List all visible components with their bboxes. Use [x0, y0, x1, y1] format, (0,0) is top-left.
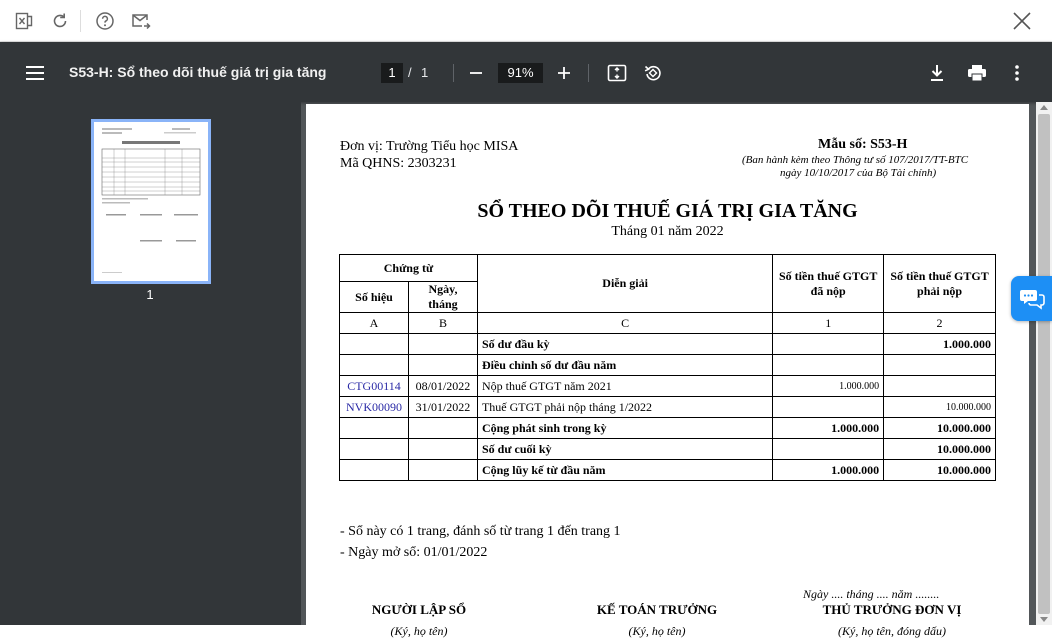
refresh-icon[interactable] [48, 9, 72, 33]
voucher-date-cell [408, 418, 477, 439]
table-row [340, 418, 996, 439]
voucher-date-cell: 08/01/2022 [408, 376, 477, 397]
col-code: 1 [773, 313, 884, 334]
scrollbar-thumb[interactable] [1038, 114, 1050, 614]
description-cell: Số dư đầu kỳ [477, 334, 772, 355]
voucher-link[interactable]: NVK00090 [340, 397, 409, 418]
unit-label: Đơn vị: Trường Tiểu học MISA [340, 139, 519, 154]
document-title-heading: SỔ THEO DÕI THUẾ GIÁ TRỊ GIA TĂNG [477, 200, 858, 222]
vat-payable-cell: 10.000.000 [884, 439, 996, 460]
page-separator: / [408, 65, 412, 80]
mail-send-icon[interactable] [129, 9, 153, 33]
note-pages: - Sổ này có 1 trang, đánh số từ trang 1 đến trang 1 [340, 524, 621, 539]
toolbar-divider [588, 64, 589, 82]
pdf-toolbar [0, 42, 1052, 102]
header-vat-payable: Số tiền thuế GTGT phải nộp [884, 255, 996, 313]
print-icon[interactable] [965, 61, 989, 85]
note-open-date: - Ngày mở sổ: 01/01/2022 [340, 545, 488, 560]
vat-paid-cell [773, 397, 884, 418]
zoom-level-input[interactable]: 91% [498, 63, 543, 83]
description-cell: Nộp thuế GTGT năm 2021 [477, 376, 772, 397]
scroll-down-icon[interactable] [1040, 617, 1048, 622]
voucher-no-cell [340, 355, 409, 376]
vat-paid-cell: 1.000.000 [773, 418, 884, 439]
header-voucher: Chứng từ [340, 255, 478, 282]
voucher-date-cell [408, 460, 477, 481]
qhns-label: Mã QHNS: 2303231 [340, 156, 457, 171]
chat-icon [1019, 287, 1045, 311]
vat-ledger-table [339, 254, 996, 481]
signer-head-title: THỦ TRƯỞNG ĐƠN VỊ [822, 602, 962, 617]
page-thumbnail[interactable] [91, 119, 211, 284]
document-title: S53-H: Sổ theo dõi thuế giá trị gia tăng [69, 64, 327, 80]
thumbnail-sidebar [0, 102, 301, 625]
signer-accountant-title: KẾ TOÁN TRƯỞNG [596, 602, 718, 617]
voucher-date-cell [408, 439, 477, 460]
header-vat-paid: Số tiền thuế GTGT đã nộp [773, 255, 884, 313]
header-voucher-date: Ngày, tháng [408, 282, 477, 313]
download-icon[interactable] [925, 61, 949, 85]
pdf-viewer [0, 42, 1052, 638]
vat-payable-cell: 10.000.000 [884, 397, 996, 418]
zoom-out-icon[interactable] [464, 61, 488, 85]
help-icon[interactable] [93, 9, 117, 33]
thumbnail-page-number: 1 [146, 287, 154, 302]
description-cell: Điều chỉnh số dư đầu năm [477, 355, 772, 376]
vat-payable-cell: 10.000.000 [884, 460, 996, 481]
voucher-no-cell [340, 439, 409, 460]
voucher-no-cell [340, 418, 409, 439]
col-code: A [340, 313, 409, 334]
voucher-date-cell: 31/01/2022 [408, 397, 477, 418]
vat-payable-cell: 1.000.000 [884, 334, 996, 355]
voucher-link[interactable]: CTG00114 [340, 376, 409, 397]
col-code: B [408, 313, 477, 334]
table-row [340, 355, 996, 376]
voucher-no-cell [340, 460, 409, 481]
signer-head-sub: (Ký, họ tên, đóng dấu) [838, 624, 946, 638]
vat-paid-cell [773, 334, 884, 355]
voucher-date-cell [408, 355, 477, 376]
signature-date-line: Ngày .... tháng .... năm ........ [803, 587, 940, 601]
toolbar-divider [453, 64, 454, 82]
rotate-icon[interactable] [641, 61, 665, 85]
signer-preparer-sub: (Ký, họ tên) [390, 624, 448, 638]
decree-line-1: (Ban hành kèm theo Thông tư số 107/2017/TT-BTC [742, 154, 969, 166]
total-pages: 1 [421, 65, 429, 80]
chat-support-button[interactable] [1011, 276, 1052, 321]
fit-page-icon[interactable] [605, 61, 629, 85]
vat-payable-cell [884, 376, 996, 397]
header-description: Diễn giải [477, 255, 772, 313]
pdf-page [306, 104, 1029, 644]
table-row [340, 397, 996, 418]
col-code: 2 [884, 313, 996, 334]
zoom-in-icon[interactable] [552, 61, 576, 85]
table-row [340, 460, 996, 481]
more-options-icon[interactable] [1005, 61, 1029, 85]
page-number-input[interactable]: 1 [381, 63, 403, 83]
vat-paid-cell: 1.000.000 [773, 460, 884, 481]
signer-preparer-title: NGƯỜI LẬP SỔ [371, 602, 467, 617]
voucher-no-cell [340, 334, 409, 355]
vat-paid-cell: 1.000.000 [773, 376, 884, 397]
table-row [340, 334, 996, 355]
period-label: Tháng 01 năm 2022 [611, 224, 724, 239]
description-cell: Cộng phát sinh trong kỳ [477, 418, 772, 439]
header-voucher-no: Số hiệu [340, 282, 409, 313]
form-number: Mẫu số: S53-H [818, 137, 908, 152]
thumbnail-preview-icon [94, 122, 208, 281]
window-toolbar [0, 0, 1052, 42]
vat-payable-cell: 10.000.000 [884, 418, 996, 439]
scroll-up-icon[interactable] [1040, 105, 1048, 110]
description-cell: Cộng lũy kế từ đầu năm [477, 460, 772, 481]
vat-paid-cell [773, 355, 884, 376]
voucher-date-cell [408, 334, 477, 355]
close-icon[interactable] [1010, 9, 1034, 33]
description-cell: Số dư cuối kỳ [477, 439, 772, 460]
menu-icon[interactable] [23, 61, 47, 85]
decree-line-2: ngày 10/10/2017 của Bộ Tài chính) [780, 167, 937, 179]
excel-icon[interactable] [12, 9, 36, 33]
vat-payable-cell [884, 355, 996, 376]
table-row [340, 376, 996, 397]
signer-accountant-sub: (Ký, họ tên) [628, 624, 686, 638]
description-cell: Thuế GTGT phải nộp tháng 1/2022 [477, 397, 772, 418]
toolbar-divider [80, 10, 81, 32]
col-code: C [477, 313, 772, 334]
table-row [340, 439, 996, 460]
vat-paid-cell [773, 439, 884, 460]
